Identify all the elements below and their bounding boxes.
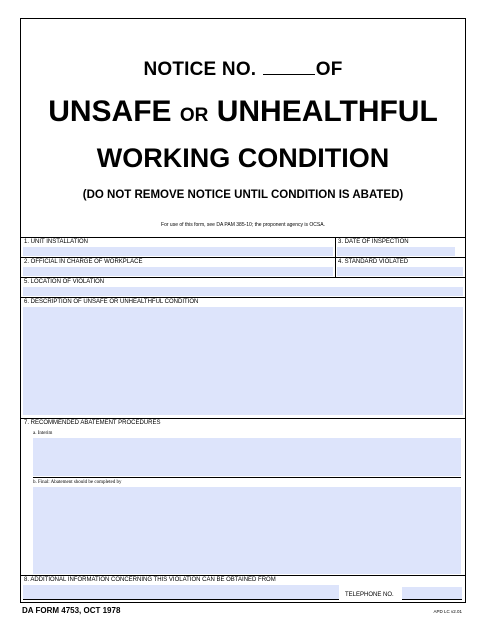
telephone-field[interactable] — [402, 587, 462, 599]
divider — [21, 418, 465, 419]
interim-field[interactable] — [33, 438, 461, 476]
label-telephone: TELEPHONE NO. — [345, 592, 394, 598]
divider — [21, 575, 465, 576]
label-additional-info: 8. ADDITIONAL INFORMATION CONCERNING THIS VIOLATION CAN BE OBTAINED FROM — [24, 577, 276, 583]
final-field[interactable] — [33, 487, 461, 574]
location-of-violation-field[interactable] — [23, 287, 463, 296]
title-line-2: WORKING CONDITION — [96, 143, 390, 173]
reference-note: For use of this form, see DA PAM 385-10; the proponent agency is OCSA. — [161, 222, 325, 228]
notice-prefix: NOTICE NO. — [143, 59, 257, 80]
label-interim: a. Interim — [33, 431, 53, 436]
telephone-underline — [402, 599, 462, 600]
label-final: b. Final: Abatement should be completed by — [33, 480, 122, 485]
label-recommended-abatement: 7. RECOMMENDED ABATEMENT PROCEDURES — [24, 420, 161, 426]
notice-number-blank[interactable] — [263, 73, 315, 75]
label-standard-violated: 4. STANDARD VIOLATED — [338, 259, 409, 265]
divider — [21, 297, 465, 298]
form-page — [20, 18, 466, 603]
unit-installation-field[interactable] — [23, 247, 333, 256]
title-unhealthful: UNHEALTHFUL — [216, 95, 438, 128]
form-identifier: DA FORM 4753, OCT 1978 — [22, 606, 121, 615]
label-unit-installation: 1. UNIT INSTALLATION — [24, 239, 89, 245]
additional-info-underline — [23, 599, 339, 600]
title-or: OR — [179, 105, 209, 126]
divider — [21, 257, 465, 258]
title-line-1 — [21, 95, 465, 129]
form-code: APD LC v2.01 — [433, 609, 462, 614]
title-unsafe: UNSAFE — [48, 95, 172, 128]
divider — [21, 277, 465, 278]
divider — [21, 237, 465, 238]
notice-suffix: OF — [315, 59, 343, 80]
subtitle: (DO NOT REMOVE NOTICE UNTIL CONDITION IS ABATED) — [82, 189, 404, 201]
description-field[interactable] — [23, 307, 463, 415]
label-location-of-violation: 5. LOCATION OF VIOLATION — [24, 279, 105, 285]
notice-number-line — [21, 59, 465, 81]
standard-violated-field[interactable] — [337, 267, 463, 276]
label-official-in-charge: 2. OFFICIAL IN CHARGE OF WORKPLACE — [24, 259, 143, 265]
date-of-inspection-field[interactable] — [337, 247, 455, 256]
interim-underline — [33, 477, 461, 478]
official-in-charge-field[interactable] — [23, 267, 333, 276]
label-description: 6. DESCRIPTION OF UNSAFE OR UNHEALTHFUL CONDITION — [24, 299, 199, 305]
label-date-of-inspection: 3. DATE OF INSPECTION — [338, 239, 409, 245]
additional-info-field[interactable] — [23, 585, 339, 599]
